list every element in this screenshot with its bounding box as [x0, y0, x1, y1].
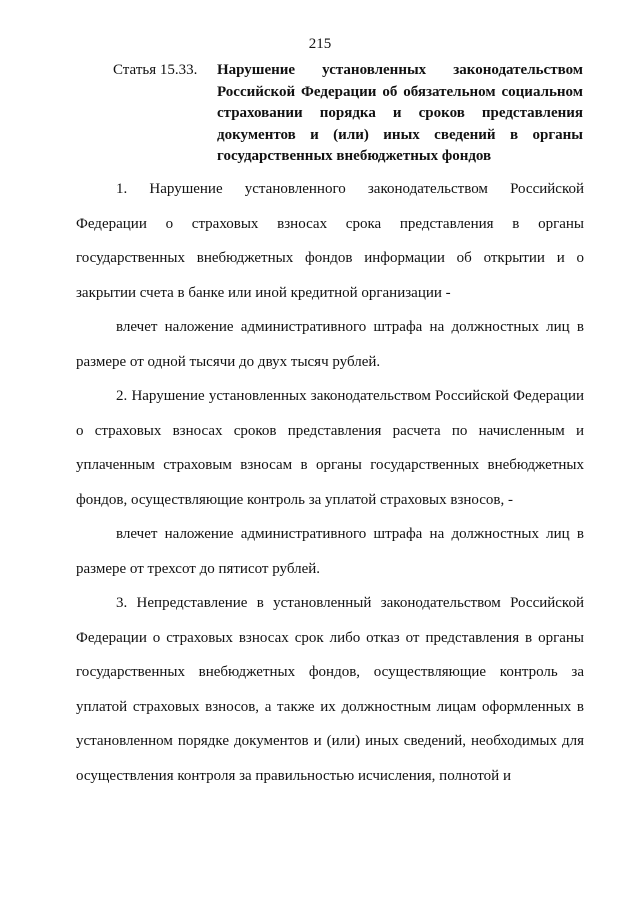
penalty-1: влечет наложение административного штрафа на должностных лиц в размере от одной тысячи до двух тысяч рублей. — [76, 319, 584, 370]
article-body — [76, 172, 584, 793]
paragraph-3: 3. Непредставление в установленный законодательством Российской Федерации о страховых взносах срок либо отказ от представления в органы государственных внебюджетных фондов, осуществляющие контроль за уплатой страховых взносов, а также их должностным лицам оформленных в установленном порядке документов и (или) иных сведений, необходимых для осуществления контроля за правильностью исчисления, полнотой и — [76, 595, 584, 784]
article-header — [113, 60, 583, 168]
article-label: Статья 15.33. — [113, 62, 198, 78]
paragraph-2: 2. Нарушение установленных законодательством Российской Федерации о страховых взносах сроков представления расчета по начисленным и уплаченным страховым взносам в органы государственных внебюджетных фондов, осуществляющие контроль за уплатой страховых взносов, - — [76, 388, 584, 508]
article-title: Нарушение установленных законодательством Российской Федерации об обязательном социальном страховании порядка и сроков представления документов и (или) иных сведений в органы государственных внебюджетных фондов — [217, 62, 583, 164]
paragraph-1: 1. Нарушение установленного законодательством Российской Федерации о страховых взносах срока представления в органы государственных внебюджетных фондов информации об открытии и о закрытии счета в банке или иной кредитной организации - — [76, 181, 584, 301]
page-number: 215 — [308, 36, 332, 52]
penalty-2: влечет наложение административного штрафа на должностных лиц в размере от трехсот до пятисот рублей. — [76, 526, 584, 577]
